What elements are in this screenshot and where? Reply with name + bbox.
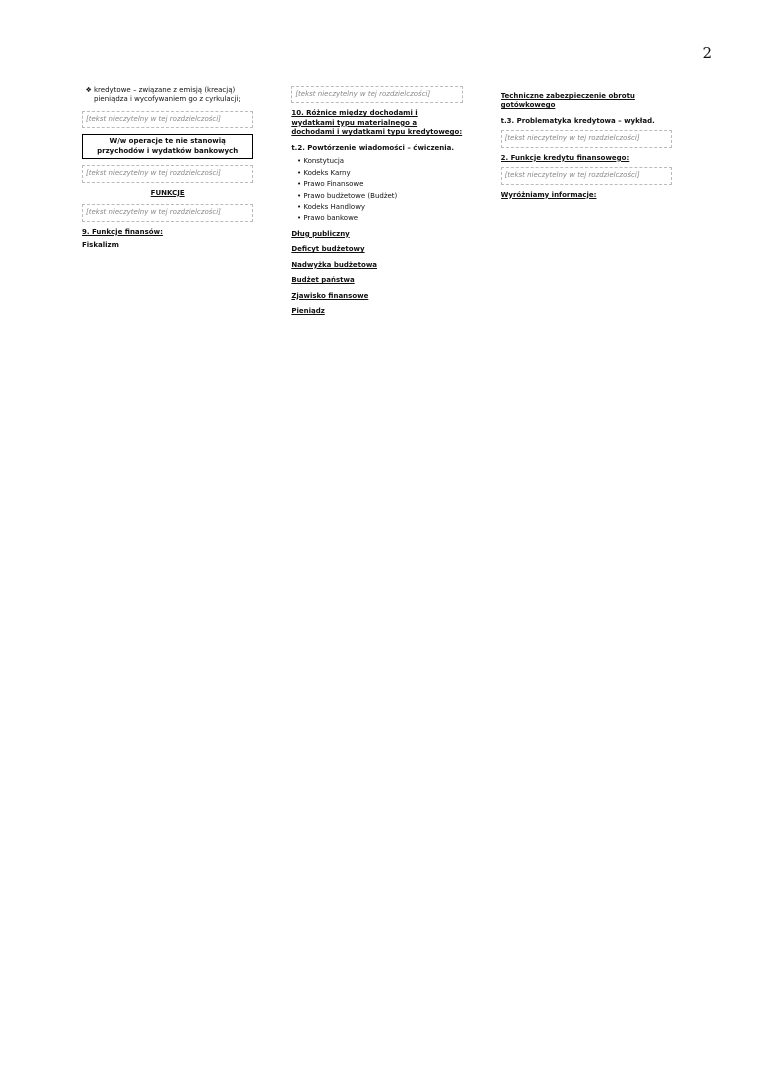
- intro-list: [82, 86, 253, 105]
- wyroznienie-heading: Wyróżniamy informacje:: [500, 190, 597, 199]
- page-number: 2: [702, 44, 712, 62]
- fiskalizm-label: Fiskalizm: [82, 240, 119, 249]
- normy-list: [291, 157, 462, 224]
- podzial-heading: 10. Różnice między dochodami i wydatkami typu materialnego a dochodami i wydatkami typu kredytowego:: [291, 109, 463, 137]
- norma-item: • Kodeks Handlowy: [303, 203, 462, 212]
- unreadable-block: [tekst nieczytelny w tej rozdzielczości]: [291, 86, 462, 103]
- funkcje-kredytu-heading: 2. Funkcje kredytu finansowego:: [500, 153, 630, 162]
- norma-item: • Prawo budżetowe (Budżet): [303, 192, 462, 201]
- powtorzenie-heading: t.2. Powtórzenie wiadomości – ćwiczenia.: [291, 143, 455, 152]
- budzet-label: Budżet państwa: [291, 276, 355, 285]
- column-1: [82, 86, 253, 1057]
- unreadable-block: [tekst nieczytelny w tej rozdzielczości]: [82, 111, 253, 128]
- norma-item: • Prawo bankowe: [303, 214, 462, 223]
- intro-item: • kredytowe – związane z emisją (kreacją) pieniądza i wycofywaniem go z cyrkulacji;: [94, 86, 253, 105]
- column-2: [291, 86, 462, 1057]
- column-3: [501, 86, 672, 1057]
- page-columns: [82, 86, 672, 1057]
- pieniadz-label: Pieniądz: [291, 307, 325, 315]
- funkcje-heading: FUNKCJE: [150, 188, 185, 197]
- zjawisko-label: Zjawisko finansowe: [291, 291, 369, 300]
- top-label: Techniczne zabezpieczenie obrotu gotówkowego: [500, 92, 635, 110]
- deficyt-label: Deficyt budżetowy: [291, 245, 365, 254]
- nadwyzka-label: Nadwyżka budżetowa: [291, 260, 378, 269]
- unreadable-block: [tekst nieczytelny w tej rozdzielczości]: [501, 167, 672, 184]
- norma-item: • Konstytucja: [303, 157, 462, 166]
- funkcje-bankowe-heading: 9. Funkcje finansów:: [82, 227, 163, 236]
- dlug-label: Dług publiczny: [291, 229, 350, 238]
- unreadable-block: [tekst nieczytelny w tej rozdzielczości]: [82, 165, 253, 182]
- unreadable-block: [tekst nieczytelny w tej rozdzielczości]: [501, 130, 672, 147]
- unreadable-block: [tekst nieczytelny w tej rozdzielczości]: [82, 204, 253, 221]
- norma-item: • Prawo Finansowe: [303, 180, 462, 189]
- box-heading: W/w operacje te nie stanowią przychodów i wydatków bankowych: [82, 134, 253, 159]
- norma-item: • Kodeks Karny: [303, 169, 462, 178]
- problematyka-heading: t.3. Problematyka kredytowa – wykład.: [500, 116, 655, 125]
